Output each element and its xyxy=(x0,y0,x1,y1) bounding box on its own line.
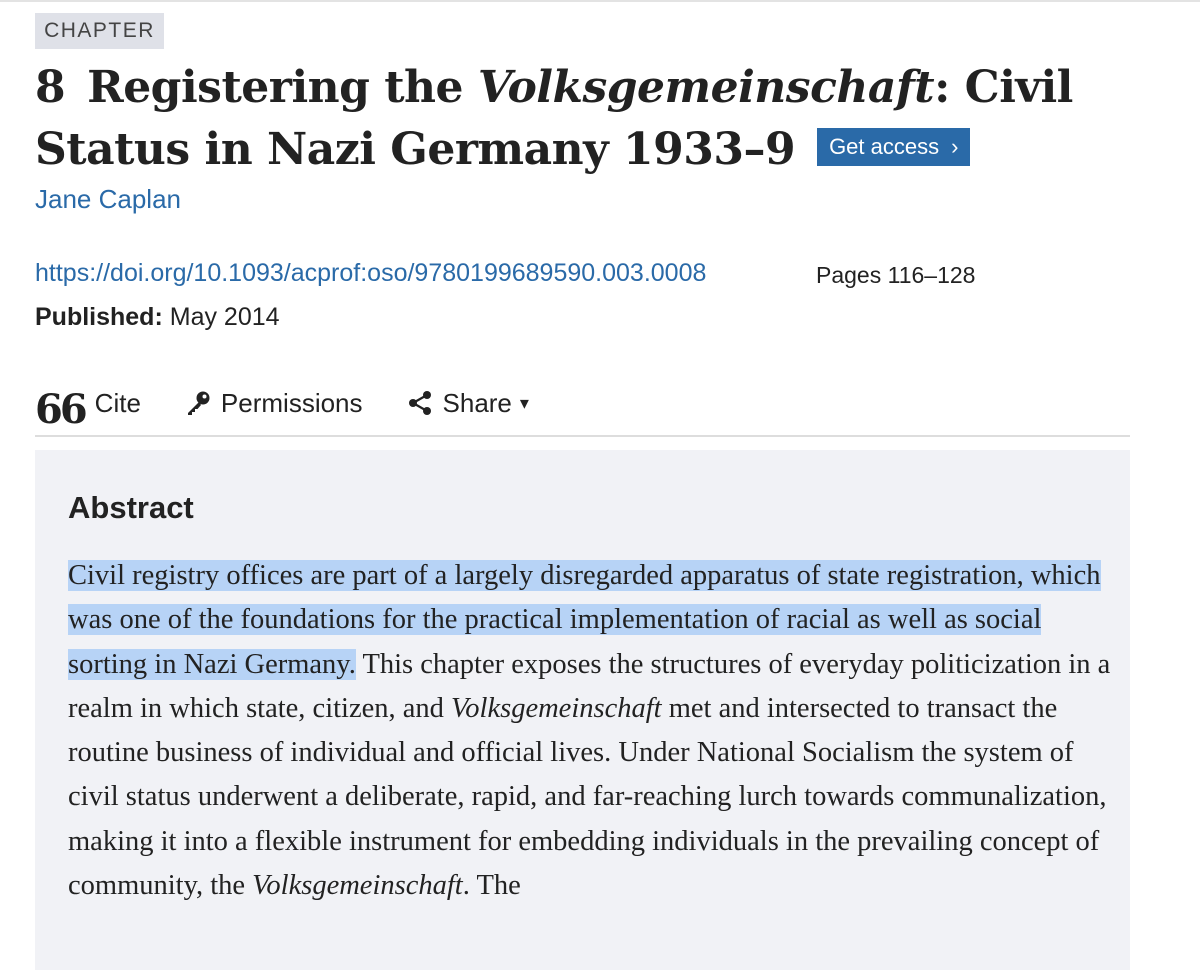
abstract-italic: Volksgemeinschaft xyxy=(451,692,662,724)
chapter-number: 8 xyxy=(35,62,66,113)
abstract-italic: Volksgemeinschaft xyxy=(252,870,463,902)
article-actions xyxy=(35,383,529,433)
abstract-text-part: . The xyxy=(462,870,521,902)
title-text: Registering the xyxy=(87,62,478,113)
get-access-label: Get access xyxy=(829,134,940,159)
abstract-text xyxy=(68,554,1113,908)
chevron-right-icon: › xyxy=(951,134,959,159)
cite-button[interactable] xyxy=(35,386,141,433)
share-label: Share xyxy=(442,387,512,418)
cite-label: Cite xyxy=(94,387,141,418)
chapter-label: CHAPTER xyxy=(44,19,155,42)
permissions-button[interactable] xyxy=(185,388,363,419)
published-value: May 2014 xyxy=(169,303,280,331)
actions-divider xyxy=(35,435,1130,437)
title-text-end: : Civil Status in Nazi Germany 1933–9 xyxy=(35,62,1073,175)
caret-down-icon: ▾ xyxy=(519,392,529,413)
chapter-badge xyxy=(35,13,164,49)
abstract-text-part: This chapter exposes the structures of everyday politicization in a realm in which state, citizen, and xyxy=(68,648,1111,724)
share-icon xyxy=(407,390,433,416)
get-access-button[interactable] xyxy=(817,128,970,166)
abstract-heading: Abstract xyxy=(68,490,194,525)
published-date xyxy=(35,303,280,332)
share-button[interactable] xyxy=(407,388,529,419)
doi-link[interactable]: https://doi.org/10.1093/acprof:oso/9780199689590.003.0008 xyxy=(35,259,707,287)
key-icon xyxy=(185,390,211,416)
abstract-text-part: met and intersected to transact the routine business of individual and official lives. Under National Socialism the system of civil status underwent a deliberate, rapid, and far-reaching lurch towards communalization, making it into a flexible instrument for embedding individuals in the prevailing concept of community, the xyxy=(68,692,1107,902)
permissions-label: Permissions xyxy=(220,387,363,418)
page-range: Pages 116–128 xyxy=(816,262,976,288)
highlighted-selection: Civil registry offices are part of a largely disregarded apparatus of state registration, which was one of the foundations for the practical implementation of racial as well as social sorting in Nazi Germany. xyxy=(68,560,1101,680)
author-link[interactable]: Jane Caplan xyxy=(35,184,181,214)
chapter-title xyxy=(35,57,1135,181)
title-italic: Volksgemeinschaft xyxy=(477,62,935,113)
top-divider xyxy=(0,0,1200,2)
published-label: Published: xyxy=(35,303,163,331)
quote-icon: 66 xyxy=(35,386,85,433)
